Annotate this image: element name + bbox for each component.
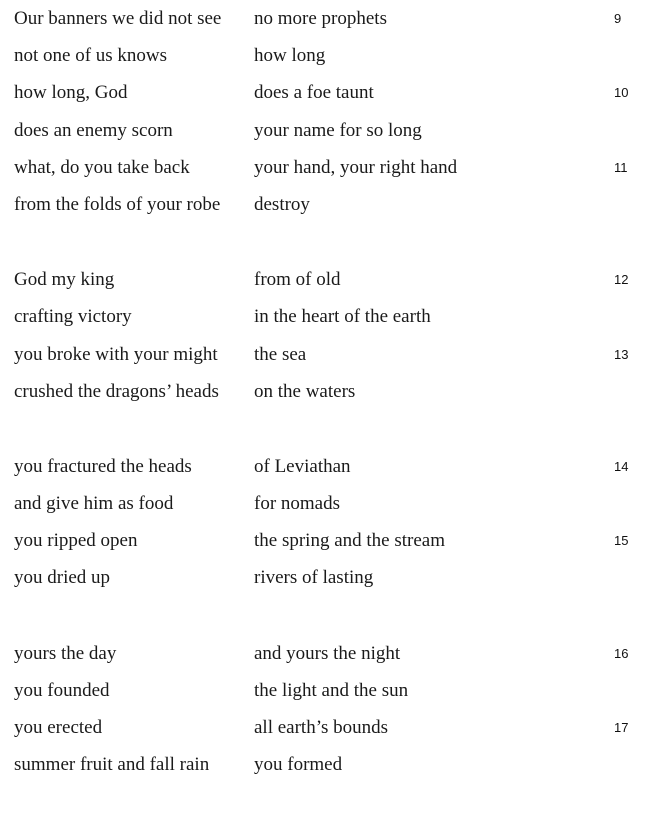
poem-line <box>14 149 654 186</box>
stanza-3 <box>14 448 654 597</box>
line-second-half: on the waters <box>254 380 356 402</box>
line-second-half: rivers of lasting <box>254 567 374 589</box>
line-second-half: your name for so long <box>254 119 422 141</box>
line-first-half: does an enemy scorn <box>14 119 173 141</box>
line-second-half: from of old <box>254 269 341 291</box>
line-second-half: your hand, your right hand <box>254 156 458 178</box>
line-second-half: destroy <box>254 193 310 215</box>
verse-number: 13 <box>614 346 629 362</box>
verse-number: 14 <box>614 458 629 474</box>
poem-line <box>14 448 654 485</box>
poem-line <box>14 336 654 373</box>
verse-number: 15 <box>614 533 629 549</box>
verse-number: 12 <box>614 272 629 288</box>
poem-line <box>14 373 654 410</box>
poem-line <box>14 672 654 709</box>
line-first-half: yours the day <box>14 642 117 664</box>
poem-line <box>14 746 654 783</box>
line-first-half: crafting victory <box>14 306 132 328</box>
poem-line <box>14 261 654 298</box>
line-second-half: for nomads <box>254 493 341 515</box>
line-second-half: you formed <box>254 754 343 776</box>
verse-number: 11 <box>614 159 628 175</box>
line-first-half: you ripped open <box>14 530 138 552</box>
poem-line <box>14 485 654 522</box>
poem-line <box>14 559 654 596</box>
line-first-half: you dried up <box>14 567 111 589</box>
poem-line <box>14 709 654 746</box>
poem-line <box>14 298 654 335</box>
poem-line <box>14 522 654 559</box>
line-second-half: how long <box>254 45 326 67</box>
line-second-half: the spring and the stream <box>254 530 446 552</box>
poem-line <box>14 635 654 672</box>
line-second-half: in the heart of the earth <box>254 306 431 328</box>
poem-text <box>14 0 654 821</box>
verse-number: 17 <box>614 720 629 735</box>
verse-number: 10 <box>614 85 629 101</box>
line-second-half: all earth’s bounds <box>254 717 389 738</box>
poem-line <box>14 37 654 74</box>
line-first-half: you founded <box>14 679 110 701</box>
stanza-2 <box>14 261 654 410</box>
stanza-1 <box>14 0 654 223</box>
poem-line <box>14 186 654 223</box>
line-second-half: does a foe taunt <box>254 82 374 104</box>
verse-number: 9 <box>614 11 622 26</box>
line-first-half: how long, God <box>14 82 128 104</box>
line-first-half: you broke with your might <box>14 343 218 365</box>
line-second-half: the sea <box>254 343 307 365</box>
line-first-half: you erected <box>14 717 103 738</box>
verse-number: 16 <box>614 645 629 661</box>
poem-line <box>14 112 654 149</box>
line-first-half: crushed the dragons’ heads <box>14 380 219 402</box>
poem-line <box>14 0 654 37</box>
line-second-half: and yours the night <box>254 642 401 664</box>
line-first-half: God my king <box>14 269 115 291</box>
line-first-half: from the folds of your robe <box>14 193 221 215</box>
line-first-half: you fractured the heads <box>14 455 192 477</box>
line-first-half: and give him as food <box>14 493 174 515</box>
line-second-half: the light and the sun <box>254 679 409 701</box>
line-first-half: Our banners we did not see <box>14 8 222 29</box>
line-second-half: no more prophets <box>254 8 387 29</box>
line-second-half: of Leviathan <box>254 455 351 477</box>
line-first-half: what, do you take back <box>14 156 190 178</box>
line-first-half: summer fruit and fall rain <box>14 754 210 776</box>
stanza-4 <box>14 635 654 784</box>
line-first-half: not one of us knows <box>14 45 168 67</box>
poem-line <box>14 74 654 111</box>
